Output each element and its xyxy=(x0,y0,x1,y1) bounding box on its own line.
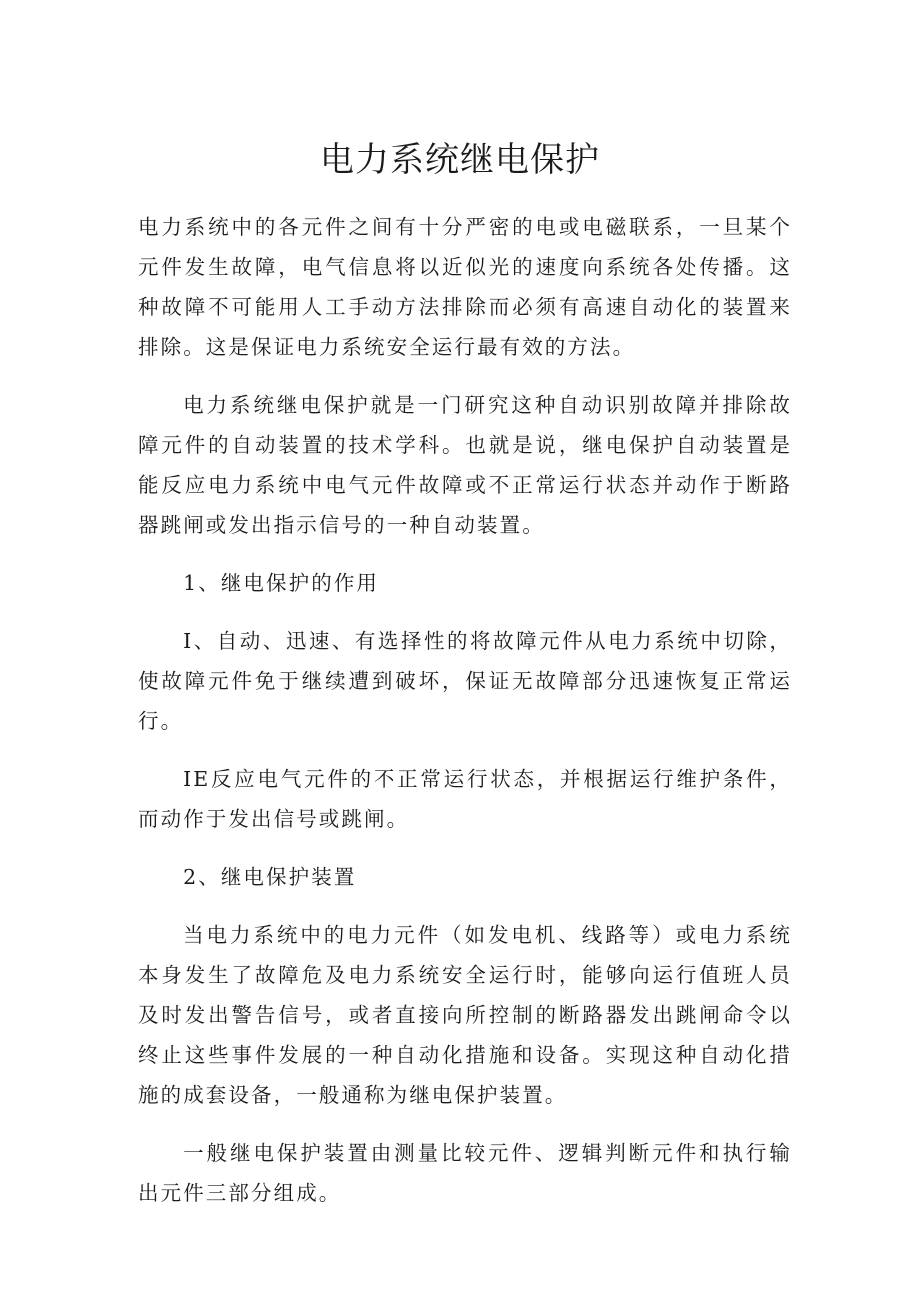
section-heading-device: 2、继电保护装置 xyxy=(183,865,357,889)
paragraph-device-1: 当电力系统中的电力元件（如发电机、线路等）或电力系统本身发生了故障危及电力系统安全运行时，能够向运行值班人员及时发出警告信号，或者直接向所控制的断路器发出跳闸命令以终止这些事件发展的一种自动化措施和设备。实现这种自动化措施的成套设备，一般通称为继电保护装置。 xyxy=(138,923,792,1107)
section-heading-role: 1、继电保护的作用 xyxy=(183,571,380,595)
document-title: 电力系统继电保护 xyxy=(320,140,600,180)
paragraph-intro-1: 电力系统中的各元件之间有十分严密的电或电磁联系，一旦某个元件发生故障，电气信息将以近似光的速度向系统各处传播。这种故障不可能用人工手动方法排除而必须有高速自动化的装置来排除。这是保证电力系统安全运行最有效的方法。 xyxy=(138,215,792,359)
document-body xyxy=(138,207,792,1231)
paragraph-intro-2: 电力系统继电保护就是一门研究这种自动识别故障并排除故障元件的自动装置的技术学科。也就是说，继电保护自动装置是能反应电力系统中电气元件故障或不正常运行状态并动作于断路器跳闸或发出指示信号的一种自动装置。 xyxy=(138,393,792,537)
paragraph-role-item-2: IE反应电气元件的不正常运行状态，并根据运行维护条件，而动作于发出信号或跳闸。 xyxy=(138,767,792,831)
paragraph-role-item-1: I、自动、迅速、有选择性的将故障元件从电力系统中切除，使故障元件免于继续遭到破坏，保证无故障部分迅速恢复正常运行。 xyxy=(138,629,792,733)
paragraph-device-2: 一般继电保护装置由测量比较元件、逻辑判断元件和执行输出元件三部分组成。 xyxy=(138,1141,792,1205)
